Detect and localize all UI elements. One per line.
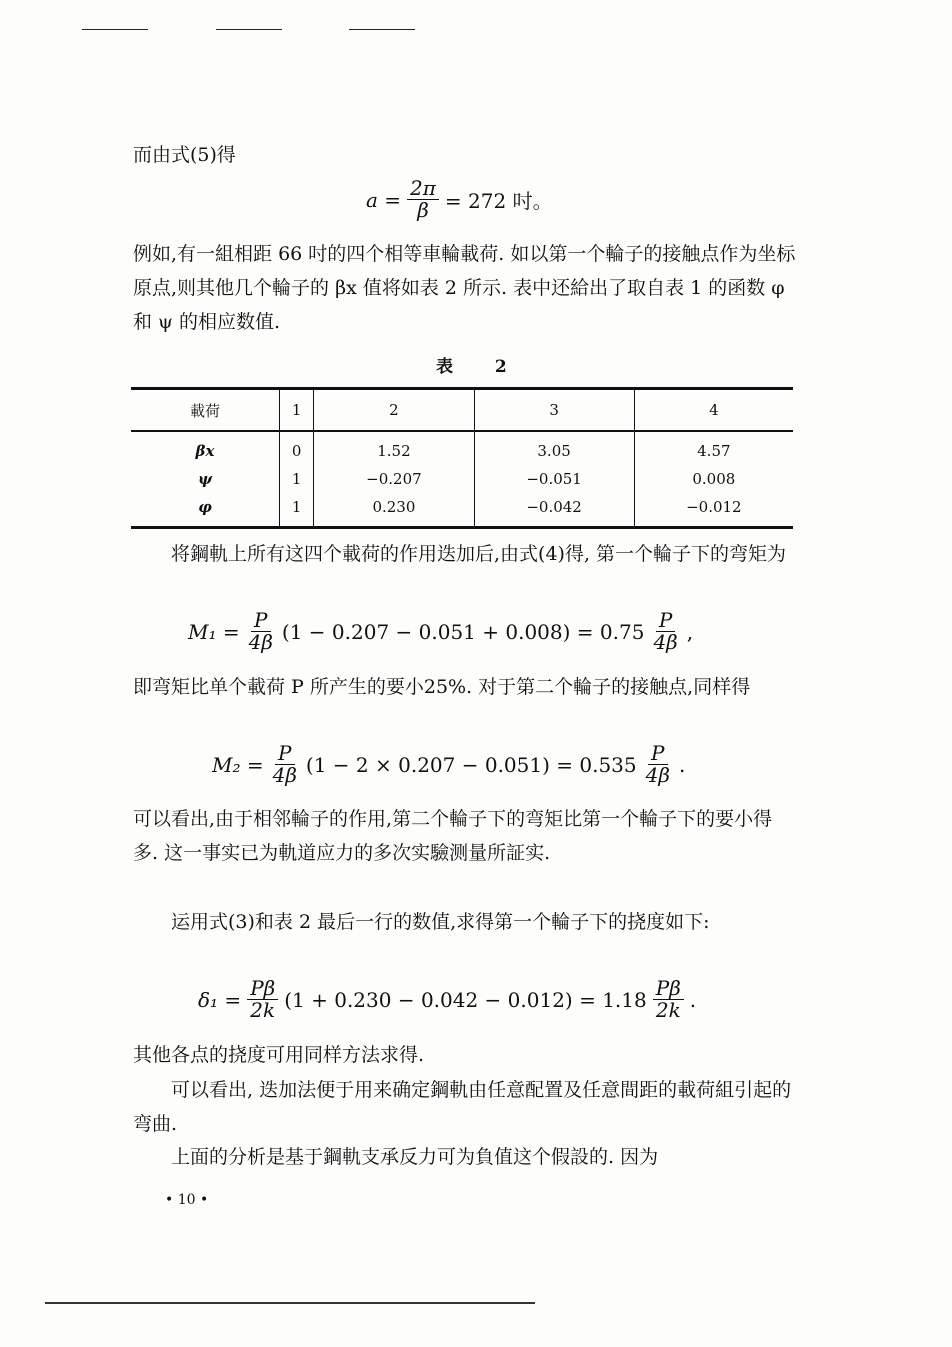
eq-m1-numerator: P: [251, 610, 270, 632]
eq-m2-fraction: [270, 743, 300, 786]
bottom-rule: [45, 1302, 535, 1304]
eq-d1-denominator-2: 2k: [655, 998, 681, 1022]
paragraph-3: 将鋼軌上所有这四个載荷的作用迭加后,由式(4)得, 第一个輪子下的弯矩为: [171, 543, 787, 565]
eq-m2-numerator: P: [275, 743, 294, 765]
eq-d1-middle: (1 + 0.230 − 0.042 − 0.012) = 1.18: [284, 987, 647, 1012]
table-header-cell: 3: [474, 389, 634, 432]
paragraph-5: 可以看出,由于相邻輪子的作用,第二个輪子下的弯矩比第一个輪子下的要小得多. 这一事实已为軌道应力的多次实驗测量所証实.: [133, 808, 773, 864]
eq-m2-middle: (1 − 2 × 0.207 − 0.051) = 0.535: [305, 752, 637, 777]
eq-a-denominator: β: [417, 198, 429, 222]
eq-m1-denominator: 4β: [248, 630, 273, 654]
table-cell: ψ: [197, 470, 213, 488]
table-row: [131, 465, 793, 493]
table-row: [131, 493, 793, 528]
eq-m1-fraction-2: [650, 610, 680, 653]
paragraph-9: 上面的分析是基于鋼軌支承反力可为負值这个假設的. 因为: [171, 1146, 659, 1168]
eq-m1-numerator-2: P: [656, 610, 675, 632]
eq-d1-lhs: δ₁ =: [198, 987, 242, 1012]
table-row: [131, 431, 793, 465]
table-cell: −0.012: [634, 493, 793, 528]
paragraph-8: 可以看出, 迭加法便于用来确定鋼軌由任意配置及任意間距的載荷組引起的弯曲.: [133, 1079, 792, 1135]
table-header-cell: 載荷: [189, 401, 220, 420]
eq-d1-fraction-2: [653, 978, 684, 1021]
table-cell: 3.05: [474, 431, 634, 465]
table-cell: φ: [198, 498, 212, 516]
eq-m2-end: .: [678, 752, 686, 777]
eq-a-rhs: = 272 吋。: [444, 189, 553, 213]
eq-a-lhs: a =: [366, 187, 402, 212]
eq-a-fraction: [407, 178, 439, 221]
eq-m2-numerator-2: P: [648, 743, 667, 765]
paragraph-7: 其他各点的挠度可用同样方法求得.: [133, 1044, 425, 1066]
eq-m1-lhs: M₁ =: [188, 619, 240, 644]
eq-m1-middle: (1 − 0.207 − 0.051 + 0.008) = 0.75: [281, 619, 645, 644]
table-cell: 0.230: [314, 493, 474, 528]
table-cell: 0: [280, 431, 314, 465]
paragraph-1: 而由式(5)得: [133, 144, 236, 166]
table-header-cell: 4: [634, 389, 793, 432]
eq-m2-lhs: M₂ =: [212, 752, 264, 777]
eq-m2-denominator-2: 4β: [645, 763, 670, 787]
equation-m1: [188, 610, 693, 653]
table-cell: βx: [195, 442, 215, 460]
table-cell: 4.57: [634, 431, 793, 465]
table-cell: −0.051: [474, 465, 634, 493]
table-cell: 1: [280, 465, 314, 493]
eq-d1-denominator: 2k: [250, 998, 276, 1022]
eq-m2-fraction-2: [643, 743, 673, 786]
top-rule-1: [82, 29, 148, 30]
eq-m1-end: ,: [686, 619, 694, 644]
table-header-cell: 1: [280, 389, 314, 432]
eq-m2-denominator: 4β: [272, 763, 297, 787]
eq-d1-numerator: Pβ: [247, 978, 278, 1000]
paragraph-6: 运用式(3)和表 2 最后一行的数值,求得第一个輪子下的挠度如下:: [171, 911, 710, 933]
table-cell: 0.008: [634, 465, 793, 493]
eq-a-numerator: 2π: [407, 178, 439, 200]
table-cell: 1.52: [314, 431, 474, 465]
equation-d1: [198, 978, 696, 1021]
table-cell: −0.207: [314, 465, 474, 493]
eq-d1-end: .: [689, 987, 697, 1012]
equation-m2: [212, 743, 685, 786]
table-cell: −0.042: [474, 493, 634, 528]
equation-a: [366, 178, 553, 221]
paragraph-2: 例如,有一組相距 66 吋的四个相等車輪載荷. 如以第一个輪子的接触点作为坐标原点,则其他几个輪子的 βx 值将如表 2 所示. 表中还給出了取自表 1 的函数 φ 和 ψ 的相应数值.: [133, 243, 796, 333]
top-rule-3: [349, 29, 415, 30]
table-cell: 1: [280, 493, 314, 528]
paragraph-4: 即弯矩比单个載荷 P 所产生的要小25%. 对于第二个輪子的接触点,同样得: [133, 676, 751, 698]
top-rule-2: [216, 29, 282, 30]
data-table: [131, 387, 793, 529]
eq-d1-fraction: [247, 978, 278, 1021]
page-number: • 10 •: [165, 1192, 209, 1208]
eq-m1-fraction: [246, 610, 276, 653]
table-title: 表 2: [436, 357, 525, 377]
table-header-cell: 2: [314, 389, 474, 432]
table-header-row: [131, 389, 793, 432]
eq-m1-denominator-2: 4β: [653, 630, 678, 654]
eq-d1-numerator-2: Pβ: [653, 978, 684, 1000]
